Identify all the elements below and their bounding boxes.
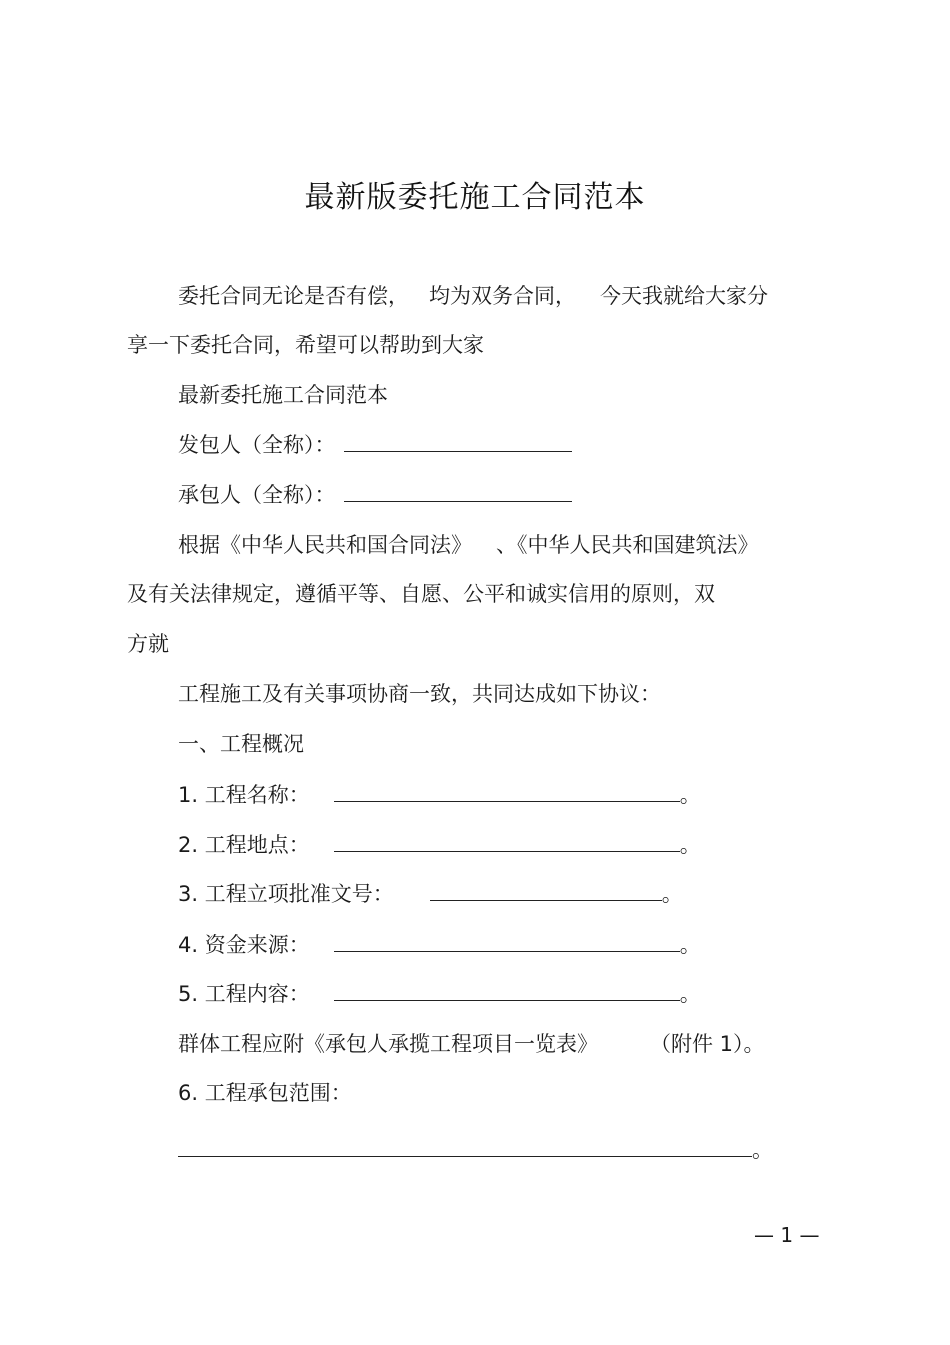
project-location-blank[interactable] bbox=[334, 829, 680, 852]
intro-line-1 bbox=[178, 281, 768, 311]
item-end: 。 bbox=[679, 783, 701, 807]
item-end: 。 bbox=[661, 882, 683, 906]
section-1-heading: 一、工程概况 bbox=[178, 732, 304, 756]
item-label: 3. 工程立项批准文号： bbox=[178, 882, 394, 906]
basis-line-4: 工程施工及有关事项协商一致，共同达成如下协议： bbox=[178, 682, 661, 706]
document-title: 最新版委托施工合同范本 bbox=[304, 180, 646, 215]
basis-text-1a: 根据《中华人民共和国合同法》 bbox=[178, 533, 472, 557]
item-label: 5. 工程内容： bbox=[178, 982, 310, 1006]
project-name-blank[interactable] bbox=[334, 779, 680, 802]
contractor-line bbox=[178, 479, 572, 510]
employer-blank[interactable] bbox=[344, 429, 572, 452]
item-end: 。 bbox=[679, 982, 701, 1006]
basis-line-3: 方就 bbox=[127, 632, 169, 656]
attachment-ref: （附件 1）。 bbox=[650, 1032, 765, 1056]
item-scope-line bbox=[178, 1134, 773, 1165]
project-content-blank[interactable] bbox=[334, 978, 680, 1001]
item-funding-source bbox=[178, 929, 701, 960]
item-project-location bbox=[178, 829, 701, 860]
item-scope-label: 6. 工程承包范围： bbox=[178, 1081, 352, 1105]
item-approval-number bbox=[178, 878, 683, 909]
basis-line-1 bbox=[178, 530, 759, 560]
item-label: 1. 工程名称： bbox=[178, 783, 310, 807]
approval-number-blank[interactable] bbox=[430, 878, 662, 901]
funding-source-blank[interactable] bbox=[334, 929, 680, 952]
item-project-name bbox=[178, 779, 701, 810]
item-end: 。 bbox=[752, 1138, 773, 1162]
intro-text-1a: 委托合同无论是否有偿， bbox=[178, 284, 409, 308]
intro-text-1c: 今天我就给大家分 bbox=[600, 284, 768, 308]
intro-text-1b: 均为双务合同， bbox=[429, 284, 576, 308]
basis-text-1b: 、《中华人民共和国建筑法》 bbox=[496, 533, 759, 557]
attachment-line bbox=[178, 1029, 765, 1059]
employer-line bbox=[178, 429, 572, 460]
employer-label: 发包人（全称）： bbox=[178, 433, 336, 457]
contractor-blank[interactable] bbox=[344, 479, 572, 502]
page-number: — 1 — bbox=[754, 1223, 820, 1247]
attachment-text: 群体工程应附《承包人承揽工程项目一览表》 bbox=[178, 1032, 598, 1056]
item-end: 。 bbox=[679, 933, 701, 957]
intro-line-2: 享一下委托合同，希望可以帮助到大家 bbox=[127, 333, 484, 357]
basis-line-2: 及有关法律规定，遵循平等、自愿、公平和诚实信用的原则，双 bbox=[127, 582, 715, 606]
item-label: 4. 资金来源： bbox=[178, 933, 310, 957]
item-end: 。 bbox=[679, 833, 701, 857]
scope-blank[interactable] bbox=[178, 1134, 752, 1157]
item-project-content bbox=[178, 978, 701, 1009]
item-label: 2. 工程地点： bbox=[178, 833, 310, 857]
subtitle: 最新委托施工合同范本 bbox=[178, 383, 388, 407]
contractor-label: 承包人（全称）： bbox=[178, 483, 336, 507]
